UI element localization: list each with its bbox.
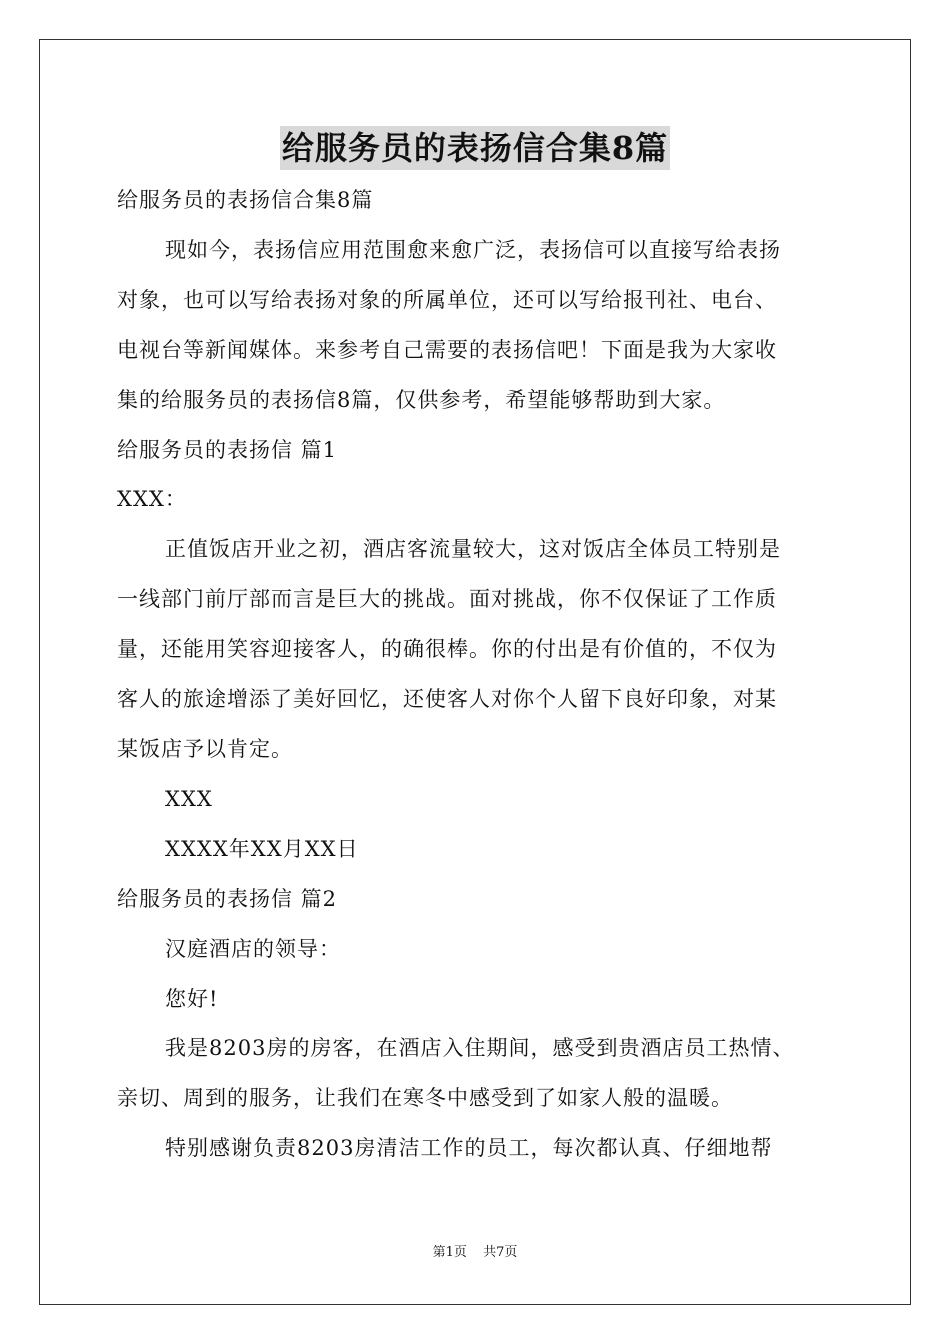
text-line: 您好! [165,986,219,1011]
text-line: XXX [165,786,213,811]
page-footer [0,1243,950,1263]
text-line: 给服务员的表扬信 篇2 [117,886,338,911]
page-total: 共7页 [483,1245,518,1260]
text-line: 某饭店予以肯定。 [117,736,293,761]
text-line: 一线部门前厅部而言是巨大的挑战。面对挑战，你不仅保证了工作质 [117,587,777,612]
text-line: 给服务员的表扬信合集8篇 [117,188,374,212]
text-line: XXX： [117,487,187,512]
text-line: 我是8203房的房客，在酒店入住期间，感受到贵酒店员工热情、 [165,1036,795,1061]
text-line: 汉庭酒店的领导： [165,936,341,961]
text-line: 客人的旅途增添了美好回忆，还使客人对你个人留下良好印象，对某 [117,687,777,712]
document-title: 给服务员的表扬信合集8篇 [280,126,670,170]
page-number: 第1页 [432,1245,467,1260]
text-line: 量，还能用笑容迎接客人，的确很棒。你的付出是有价值的，不仅为 [117,637,777,662]
text-line: XXXX年XX月XX日 [165,836,359,861]
text-line: 亲切、周到的服务，让我们在寒冬中感受到了如家人般的温暖。 [117,1086,733,1111]
text-line: 电视台等新闻媒体。来参考自己需要的表扬信吧！下面是我为大家收 [117,337,777,362]
text-line: 集的给服务员的表扬信8篇，仅供参考，希望能够帮助到大家。 [117,387,726,412]
text-line: 特别感谢负责8203房清洁工作的员工，每次都认真、仔细地帮 [165,1136,773,1161]
text-line: 现如今，表扬信应用范围愈来愈广泛，表扬信可以直接写给表扬 [165,237,781,262]
text-line: 对象，也可以写给表扬对象的所属单位，还可以写给报刊社、电台、 [117,287,777,312]
title-container [0,126,950,170]
document-body [117,176,837,1174]
text-line: 正值饭店开业之初，酒店客流量较大，这对饭店全体员工特别是 [165,537,781,562]
text-line: 给服务员的表扬信 篇1 [117,437,338,462]
